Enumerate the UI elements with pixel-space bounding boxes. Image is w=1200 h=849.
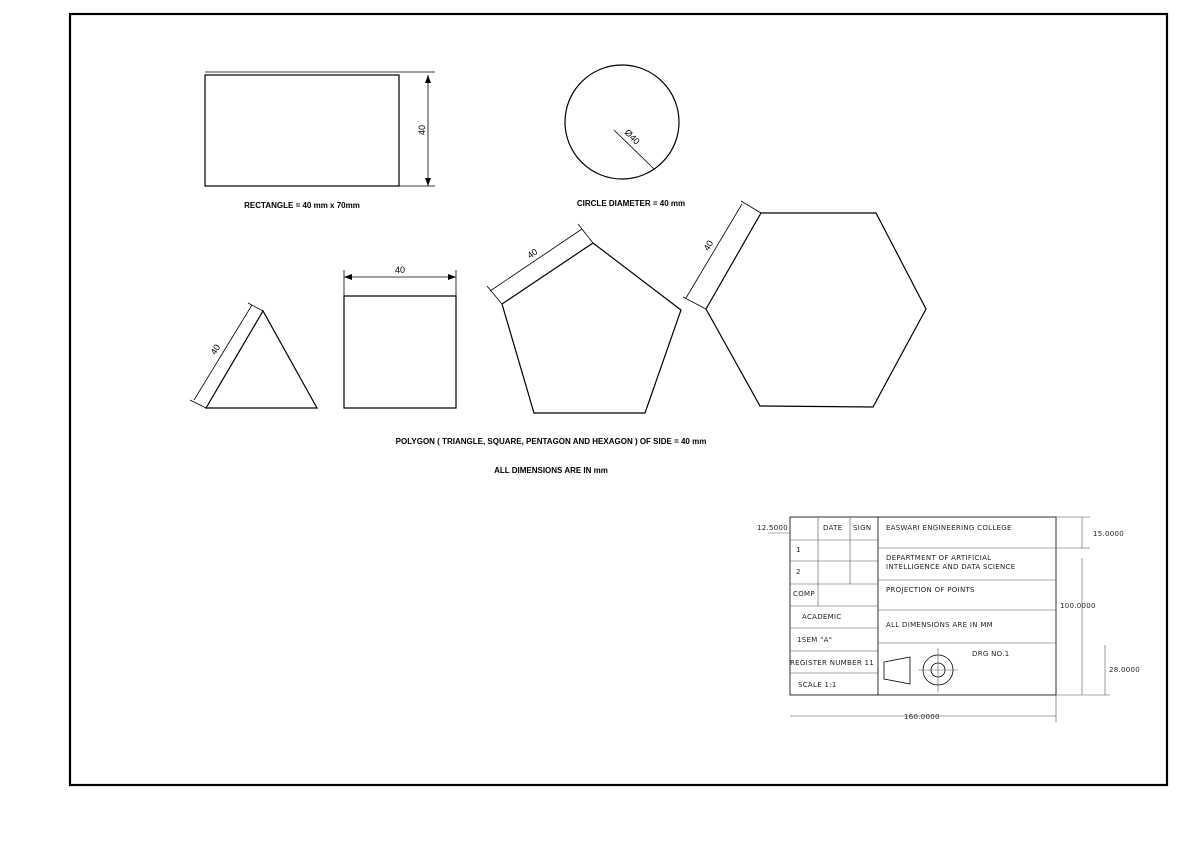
tb-register: REGISTER NUMBER 11: [790, 659, 875, 667]
triangle-dimension-text: 40: [208, 342, 223, 357]
tb-dim-top-right: 15.0000: [1093, 530, 1125, 538]
rectangle-dimension-text: 40: [417, 124, 427, 136]
hexagon-extension-line-a: [741, 201, 761, 213]
tb-row-1-label: 1: [796, 546, 801, 554]
tb-drg-no: DRG NO.1: [972, 650, 1010, 658]
tb-comp: COMP: [793, 590, 815, 598]
square-dimension-text: 40: [394, 265, 406, 275]
triangle-figure: [190, 303, 317, 408]
hexagon-figure: [683, 201, 926, 407]
square-figure: [344, 265, 456, 408]
rectangle-dim-arrow-top: [425, 75, 431, 83]
tb-dim-left: 12.5000: [757, 524, 789, 532]
hexagon-dimension-text: 40: [701, 238, 716, 253]
rectangle-shape: [205, 75, 399, 186]
pentagon-extension-line-a: [487, 286, 502, 304]
units-note: ALL DIMENSIONS ARE IN mm: [494, 466, 608, 475]
hexagon-shape: [706, 213, 926, 407]
square-dim-arrow-right: [448, 274, 456, 280]
tb-department-line1: DEPARTMENT OF ARTIFICIAL: [886, 554, 992, 562]
tb-dim-bottom: 160.0000: [904, 713, 940, 721]
tb-department-line2: INTELLIGENCE AND DATA SCIENCE: [886, 563, 1016, 571]
triangle-extension-line-a: [190, 400, 206, 408]
tb-scale: SCALE 1:1: [798, 681, 837, 689]
polygon-caption: POLYGON ( TRIANGLE, SQUARE, PENTAGON AND HEXAGON ) OF SIDE = 40 mm: [395, 437, 707, 446]
circle-figure: [565, 65, 685, 208]
pentagon-dimension-text: 40: [525, 246, 540, 261]
tb-col-date: DATE: [823, 524, 843, 532]
triangle-shape: [206, 311, 317, 408]
hexagon-dimension-line: [686, 204, 742, 298]
rectangle-caption: RECTANGLE = 40 mm x 70mm: [244, 201, 360, 210]
tb-sem: 1SEM "A": [797, 636, 833, 644]
projection-symbol-cone: [884, 657, 910, 684]
circle-dimension-text: Ø40: [622, 127, 642, 147]
tb-academic: ACADEMIC: [802, 613, 842, 621]
tb-col-sign: SIGN: [853, 524, 872, 532]
tb-college: EASWARI ENGINEERING COLLEGE: [886, 524, 1012, 532]
tb-row-2-label: 2: [796, 568, 801, 576]
hexagon-extension-line-b: [683, 297, 706, 309]
circle-caption: CIRCLE DIAMETER = 40 mm: [576, 199, 686, 208]
circle-shape: [565, 65, 679, 179]
square-dim-arrow-left: [344, 274, 352, 280]
triangle-dimension-line: [194, 305, 252, 400]
rectangle-dim-arrow-bottom: [425, 178, 431, 186]
pentagon-extension-line-b: [578, 224, 593, 243]
title-block: [757, 517, 1140, 722]
rectangle-figure: [205, 72, 435, 210]
pentagon-figure: [487, 224, 681, 413]
triangle-extension-line-b: [248, 303, 263, 311]
tb-drawing-title: PROJECTION OF POINTS: [886, 586, 975, 594]
tb-note: ALL DIMENSIONS ARE IN MM: [886, 621, 993, 629]
pentagon-shape: [502, 243, 681, 413]
tb-dim-middle-right: 100.0000: [1060, 602, 1096, 610]
projection-symbol: [884, 648, 958, 692]
square-shape: [344, 296, 456, 408]
sheet-border: [70, 14, 1167, 785]
tb-dim-bottom-right: 28.0000: [1109, 666, 1141, 674]
